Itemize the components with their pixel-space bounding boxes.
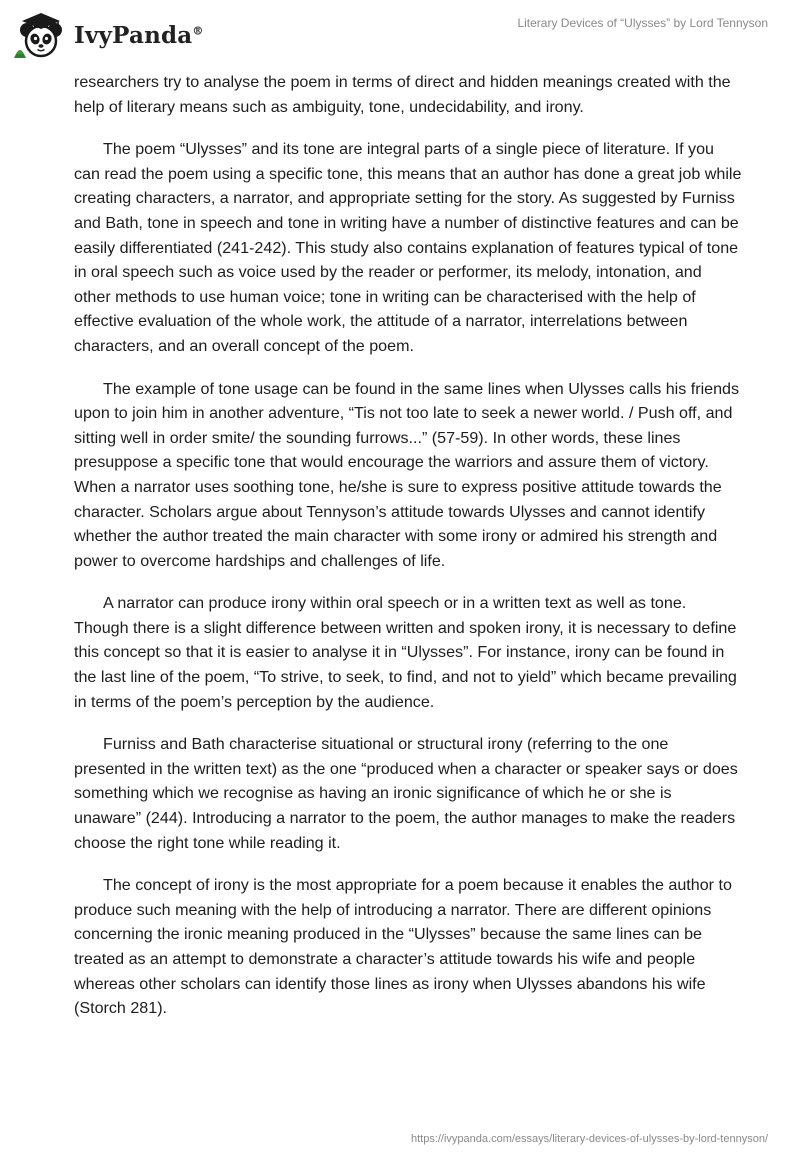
paragraph: researchers try to analyse the poem in terms of direct and hidden meanings created with the help of literary means such as ambiguity, tone, undecidability, and irony.: [74, 73, 731, 116]
paragraph: The example of tone usage can be found in the same lines when Ulysses calls his friends upon to join him in another adventure, “Tis not too late to seek a newer world. / Push off, and sitting well in order smite/ the sounding furrows...” (57-59). In other words, these lines presuppose a specific tone that would encourage the warriors and assure them of victory. When a narrator uses soothing tone, he/she is sure to express positive attitude towards the character. Scholars argue about Tennyson’s attitude towards Ulysses and cannot identify whether the author treated the main character with some irony or admired his strength and power to overcome hardships and challenges of life.: [74, 379, 740, 570]
panda-graduation-cap-icon: [14, 10, 68, 60]
ivypanda-logo[interactable]: [14, 10, 204, 60]
paragraph: The concept of irony is the most appropriate for a poem because it enables the author to produce such meaning with the help of introducing a narrator. There are different opinions concerning the ironic meaning produced in the “Ulysses” because the same lines can be treated as an attempt to demonstrate a character’s attitude towards his wife and people whereas other scholars can identify those lines as irony when Ulysses abandons his wife (Storch 281).: [74, 876, 732, 1018]
page-header: [0, 0, 800, 70]
paragraph: A narrator can produce irony within oral speech or in a written text as well as tone. Though there is a slight difference between written and spoken irony, it is necessary to define this concept so that it is easier to analyse it in “Ulysses”. For instance, irony can be found in the last line of the poem, “To strive, to seek, to find, and not to yield” which became prevailing in terms of the poem’s perception by the audience.: [74, 594, 737, 711]
source-url-link[interactable]: https://ivypanda.com/essays/literary-devices-of-ulysses-by-lord-tennyson/: [410, 1133, 768, 1145]
brand-name: [74, 22, 204, 49]
registered-mark: ®: [192, 23, 204, 37]
paragraph: Furniss and Bath characterise situational or structural irony (referring to the one presented in the written text) as the one “produced when a character or speaker says or does something which we recognise as having an ironic significance of which he or she is unaware” (244). Introducing a narrator to the poem, the author manages to make the readers choose the right tone while reading it.: [74, 735, 738, 852]
brand-text: IvyPanda: [74, 21, 193, 49]
essay-body: [74, 70, 742, 1039]
paragraph: The poem “Ulysses” and its tone are integral parts of a single piece of literature. If you can read the poem using a specific tone, this means that an author has done a great job while creating characters, a narrator, and appropriate setting for the story. As suggested by Furniss and Bath, tone in speech and tone in writing have a number of distinctive features and can be easily differentiated (241-242). This study also contains explanation of features typical of tone in oral speech such as voice used by the reader or performer, its melody, intonation, and other methods to use human voice; tone in writing can be characterised with the help of effective evaluation of the whole work, the attitude of a narrator, interrelations between characters, and an overall concept of the poem.: [74, 140, 742, 355]
document-title: Literary Devices of “Ulysses” by Lord Tennyson: [517, 16, 768, 30]
